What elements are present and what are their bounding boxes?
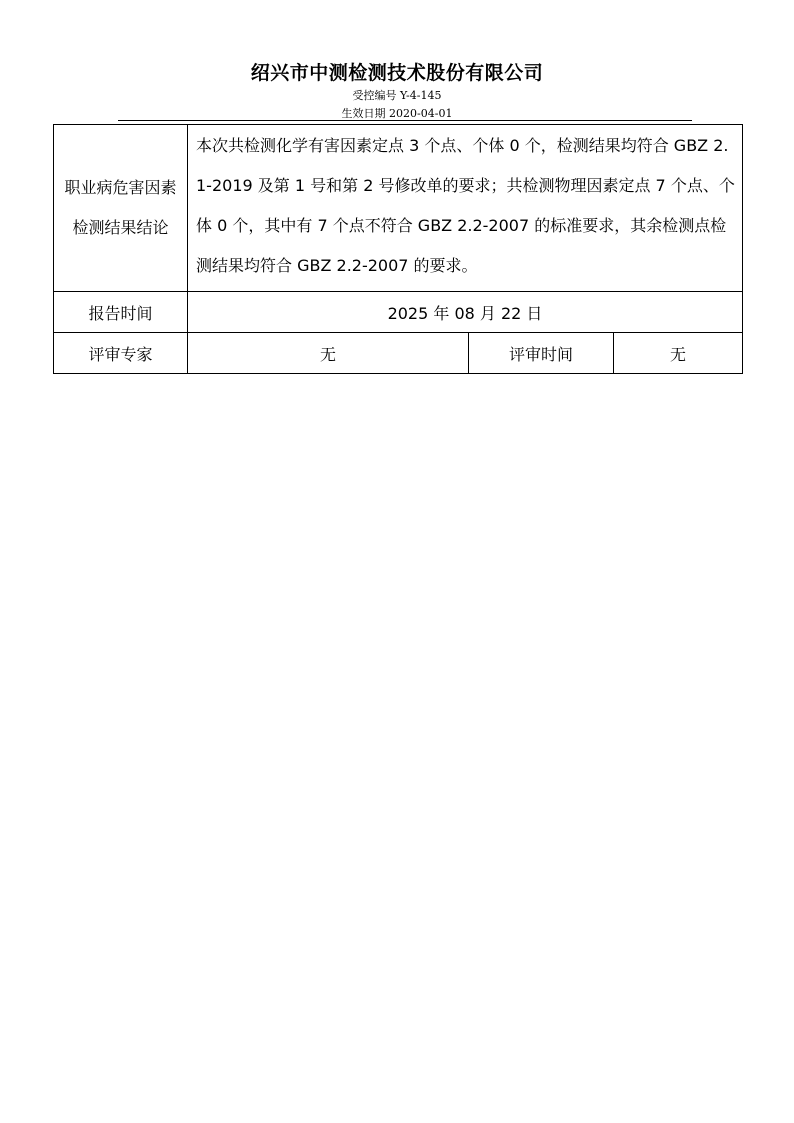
report-time-value: 2025 年 08 月 22 日	[188, 292, 743, 333]
report-time-row	[54, 292, 743, 333]
control-number: 受控编号 Y-4-145	[352, 89, 442, 102]
header-divider	[118, 120, 692, 121]
review-time-value: 无	[614, 333, 743, 374]
report-table	[53, 124, 743, 374]
conclusion-row	[54, 125, 743, 292]
conclusion-text: 本次共检测化学有害因素定点 3 个点、个体 0 个，检测结果均符合 GBZ 2.1-2019 及第 1 号和第 2 号修改单的要求；共检测物理因素定点 7 个点、个体 0 个，其中有 7 个点不符合 GBZ 2.2-2007 的标准要求，其余检测点检测结果均符合 GBZ 2.2-2007 的要求。	[188, 125, 743, 292]
review-row	[54, 333, 743, 374]
conclusion-label: 职业病危害因素检测结果结论	[54, 125, 188, 292]
review-time-label: 评审时间	[469, 333, 614, 374]
company-name: 绍兴市中测检测技术股份有限公司	[250, 62, 544, 84]
reviewer-label: 评审专家	[54, 333, 188, 374]
report-time-label: 报告时间	[54, 292, 188, 333]
reviewer-value: 无	[188, 333, 469, 374]
effective-date: 生效日期 2020-04-01	[341, 107, 453, 120]
